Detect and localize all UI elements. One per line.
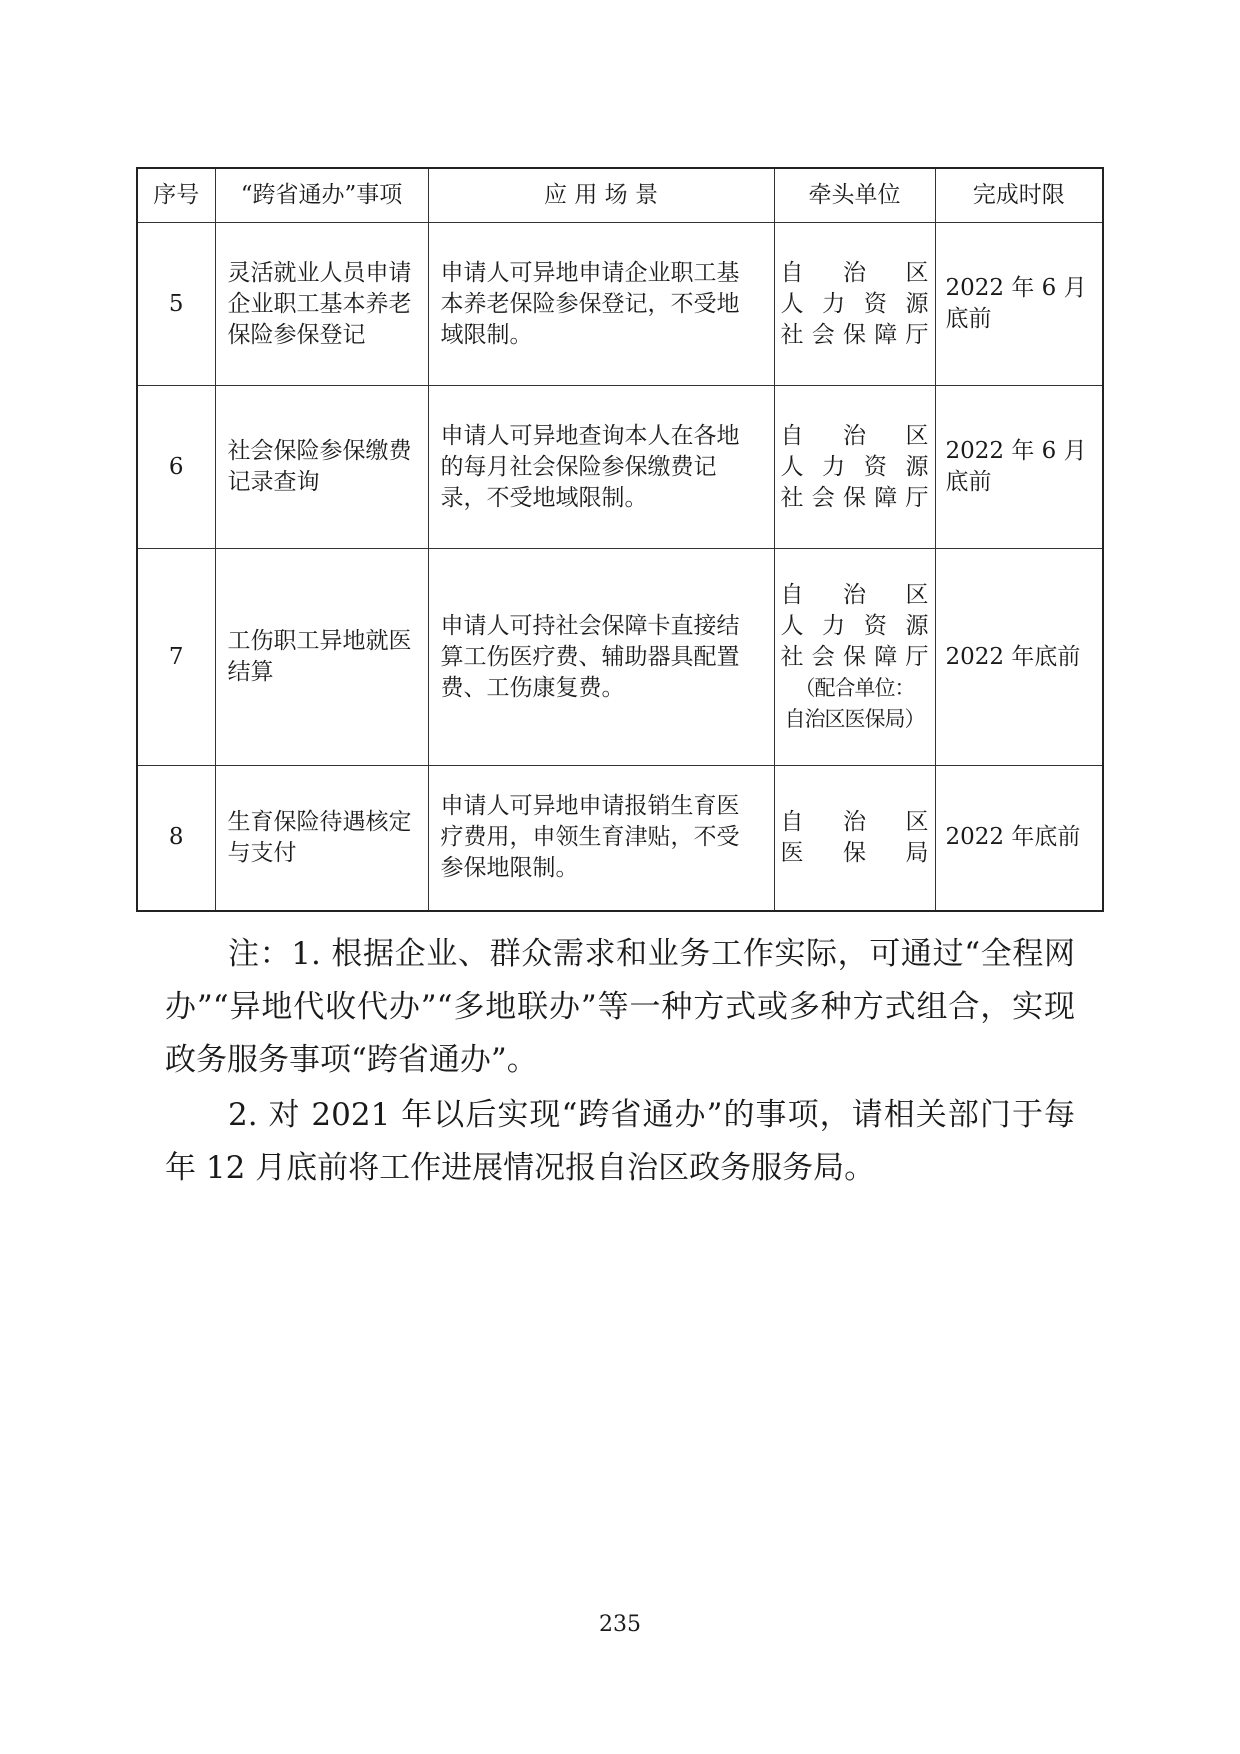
note-paragraph-2: 2. 对 2021 年以后实现“跨省通办”的事项，请相关部门于每年 12 月底前将工作进展情况报自治区政务服务局。 (165, 1097, 1075, 1186)
department-line: 社会保障厅 (780, 321, 929, 348)
row-department (774, 223, 935, 386)
table-row (137, 223, 1103, 386)
row-number: 6 (137, 386, 215, 549)
header-lead-department: 牵头单位 (774, 168, 935, 223)
cooperating-unit-line: （配合单位： (794, 675, 915, 700)
table-row (137, 766, 1103, 911)
note-paragraph-1: 注：1. 根据企业、群众需求和业务工作实际，可通过“全程网办”“异地代收代办”“多地联办”等一种方式或多种方式组合，实现政务服务事项“跨省通办”。 (165, 936, 1075, 1078)
table-row (137, 549, 1103, 766)
page-number: 235 (599, 1612, 641, 1637)
department-line: 人 力 资 源 (780, 453, 929, 480)
row-scenario: 申请人可异地申请企业职工基本养老保险参保登记，不受地域限制。 (428, 223, 774, 386)
header-item: “跨省通办”事项 (215, 168, 428, 223)
items-table (136, 167, 1104, 912)
row-department (774, 386, 935, 549)
row-item: 生育保险待遇核定与支付 (215, 766, 428, 911)
department-line: 自 治 区 (780, 581, 929, 608)
row-deadline: 2022 年底前 (935, 766, 1103, 911)
department-line: 社会保障厅 (780, 484, 929, 511)
table-row (137, 386, 1103, 549)
header-deadline: 完成时限 (935, 168, 1103, 223)
row-deadline: 2022 年底前 (935, 549, 1103, 766)
department-line: 自 治 区 (780, 259, 929, 286)
header-number: 序号 (137, 168, 215, 223)
row-number: 8 (137, 766, 215, 911)
row-number: 7 (137, 549, 215, 766)
department-line: 人 力 资 源 (780, 290, 929, 317)
row-item: 工伤职工异地就医结算 (215, 549, 428, 766)
row-department (774, 766, 935, 911)
row-number: 5 (137, 223, 215, 386)
table-header-row (137, 168, 1103, 223)
row-deadline: 2022 年 6 月底前 (935, 223, 1103, 386)
row-scenario: 申请人可持社会保障卡直接结算工伤医疗费、辅助器具配置费、工伤康复费。 (428, 549, 774, 766)
department-line: 自 治 区 (780, 808, 929, 835)
cooperating-unit-line: 自治区医保局） (784, 706, 925, 731)
row-item: 社会保险参保缴费记录查询 (215, 386, 428, 549)
row-item: 灵活就业人员申请企业职工基本养老保险参保登记 (215, 223, 428, 386)
row-scenario: 申请人可异地查询本人在各地的每月社会保险参保缴费记录，不受地域限制。 (428, 386, 774, 549)
department-line: 自 治 区 (780, 422, 929, 449)
row-scenario: 申请人可异地申请报销生育医疗费用，申领生育津贴，不受参保地限制。 (428, 766, 774, 911)
department-line: 人 力 资 源 (780, 612, 929, 639)
department-line: 社会保障厅 (780, 643, 929, 670)
department-line: 医 保 局 (780, 839, 929, 866)
row-deadline: 2022 年 6 月底前 (935, 386, 1103, 549)
row-department (774, 549, 935, 766)
header-scenario: 应 用 场 景 (428, 168, 774, 223)
